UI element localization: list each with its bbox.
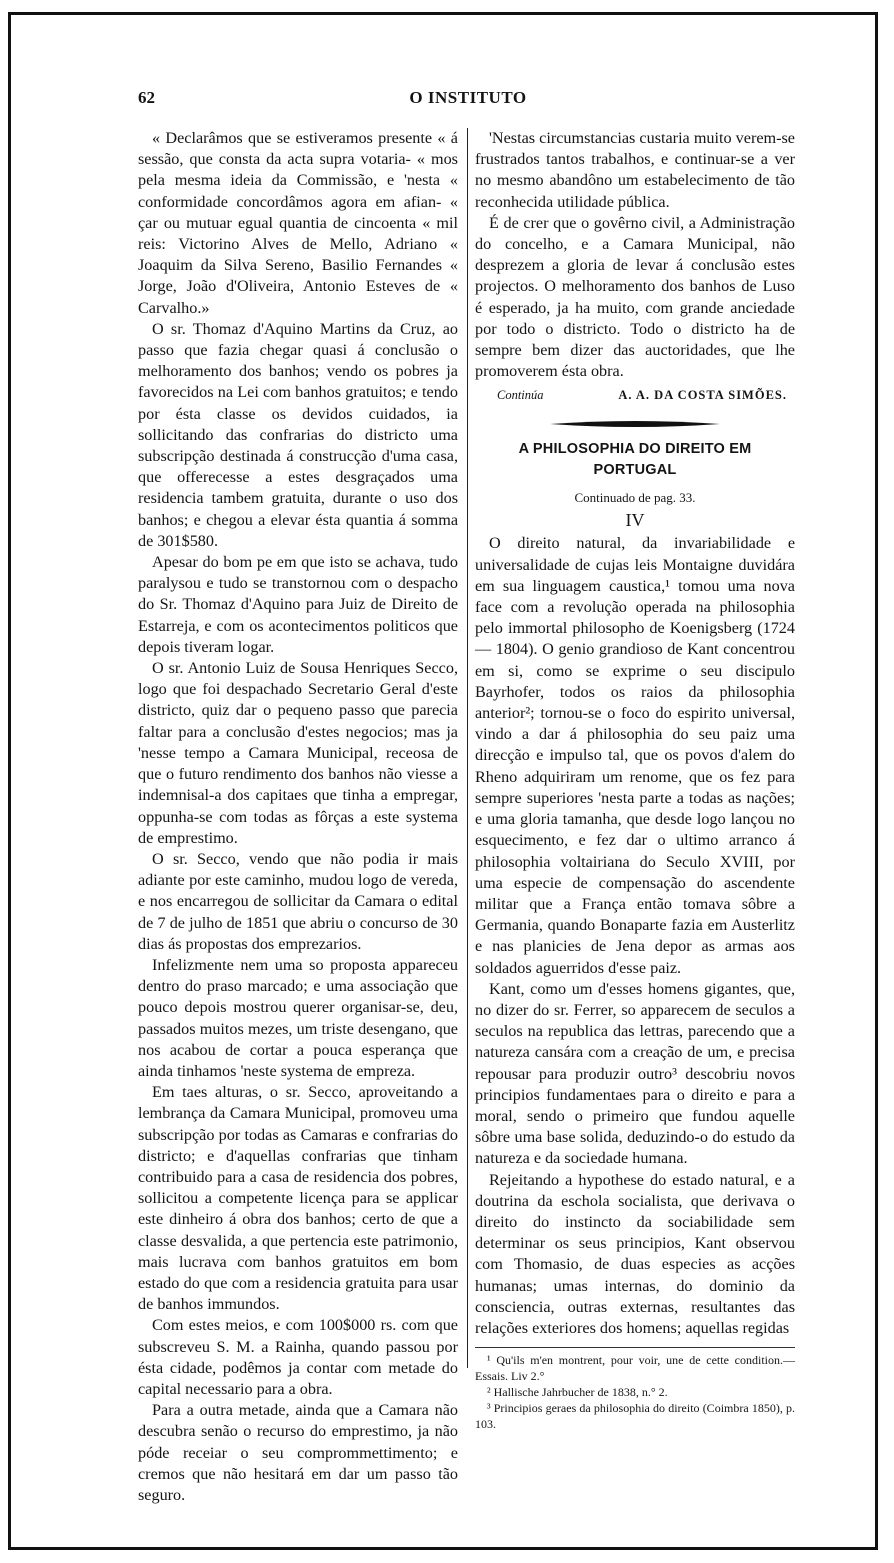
section-title: A PHILOSOPHIA DO DIREITO EM PORTUGAL (518, 440, 752, 478)
chapter-number: IV (625, 510, 645, 531)
page-header (138, 88, 798, 112)
paragraph: É de crer que o govêrno civil, a Administração do concelho, e a Camara Municipal, não desprezem a gloria de levar á conclusão estes projectos. O melhoramento dos banhos de Luso é esperado, ja ha muito, com grande anciedade por todo o districto. Todo o districto ha de sempre bem dizer das auctoridades, que lhe promoverem ésta obra. (475, 213, 795, 381)
paragraph: Com estes meios, e com 100$000 rs. com que subscreveu S. M. a Rainha, quando passou por ésta cidade, podêmos ja contar com metade do capital necessario para a obra. (138, 1316, 458, 1398)
journal-title: O INSTITUTO (409, 88, 527, 107)
paragraph: Rejeitando a hypothese do estado natural, e a doutrina da eschola socialista, que derivava o direito do instincto da sociabilidade sem determinar os seus principios, Kant observou com Thomasio, de duas especies as acções humanas; umas internas, do dominio da consciencia, outras externas, resultantes das relações exteriores dos homens; aquellas regidas (475, 1170, 795, 1337)
footnote: ³ Principios geraes da philosophia do direito (Coimbra 1850), p. 103. (475, 1401, 795, 1432)
paragraph: Em taes alturas, o sr. Secco, aproveitando a lembrança da Camara Municipal, promoveu uma subscripção por todas as Camaras e confrarias do districto; e d'aquellas confrarias que tinham contribuido para a casa de residencia dos pobres, sollicitou a competente licença para se applicar este dinheiro á obra dos banhos; certo de que a classe desvalida, a que pertencia este patrimonio, mais lucrava com banhos gratuitos em bom estado do que com a residencia gratuita para usar de banhos immundos. (138, 1083, 458, 1314)
column-divider (467, 128, 468, 1368)
footnotes (475, 1347, 795, 1432)
footnote: ² Hallische Jahrbucher de 1838, n.° 2. (487, 1385, 668, 1400)
continued-from: Continuado de pag. 33. (574, 490, 696, 506)
left-column (138, 128, 458, 1506)
continued-label: Continúa (497, 388, 544, 403)
paragraph: 'Nestas circumstancias custaria muito verem-se frustrados tantos trabalhos, e continuar-se a ver no mesmo abandôno um estabelecimento de tão reconhecida utilidade pública. (475, 129, 795, 211)
right-column (475, 128, 795, 1432)
paragraph: Kant, como um d'esses homens gigantes, que, no dizer do sr. Ferrer, so apparecem de seculos a seculos na republica das lettras, parecendo que a natureza cansára com a creação de um, e precisa repousar para produzir outro³ descobriu novos principios fundamentaes para o direito e para a moral, sendo o primeiro que fundou aquelle sôbre uma base solida, deduzindo-o do estudo da natureza e da sociedade humana. (475, 979, 795, 1168)
paragraph: O direito natural, da invariabilidade e universalidade de cujas leis Montaigne duvidára em sua linguagem caustica,¹ tomou uma nova face com a revolução operada na philosophia pelo immortal philosopho de Koenigsberg (1724 — 1804). O genio grandioso de Kant concentrou em si, como se exprime o seu discipulo Bayrhofer, todos os raios da philosophia anterior²; tornou-se o foco do espirito universal, vindo a dar á philosophia do seu paiz uma direcção e impulso tal, que os povos d'alem do Rheno adquiriram um renome, que os fez para sempre superiores 'nesta parte a todas as nações; e uma gloria tamanha, que desde logo lançou no esquecimento, e fez dar o ultimo arranco á philosophia voltairiana do Seculo XVIII, por uma especie de compensação do ascendente militar que a França então tomava sôbre a Germania, quando Bonaparte fazia em Austerlitz e nas planicies de Jena depor as armas aos soldados aguerridos d'esse paiz. (475, 534, 795, 977)
page-number: 62 (138, 88, 155, 107)
paragraph: « Declarâmos que se estiveramos presente « á sessão, que consta da acta supra votaria- « mos pela mesma ideia da Commissão, e 'nesta « conformidade concordâmos agora em afian- « çar ou mutuar egual quantia de cincoenta « mil reis: Victorino Alves de Mello, Adriano « Joaquim da Silva Sereno, Basilio Fernandes « Jorge, João d'Oliveira, Antonio Esteves de « Carvalho.» (138, 129, 458, 317)
paragraph: O sr. Secco, vendo que não podia ir mais adiante por este caminho, mudou logo de vereda, e nos encarregou de sollicitar da Camara o edital de 7 de julho de 1851 que abriu o concurso de 30 dias ás propostas dos emprezarios. (138, 849, 458, 953)
paragraph: Infelizmente nem uma so proposta appareceu dentro do praso marcado; e uma associação que pouco depois mostrou querer organisar-se, deu, passados muitos mezes, um triste desengano, que nos acabou de cortar a pouca esperança que ainda tinhamos 'neste systema de empreza. (138, 955, 458, 1080)
paragraph: Para a outra metade, ainda que a Camara não descubra senão o recurso do emprestimo, ja não póde receiar o seu comprommettimento; e cremos que não hesitará em dar um passo tão seguro. (138, 1401, 458, 1504)
article-signature (475, 385, 795, 406)
paragraph: O sr. Antonio Luiz de Sousa Henriques Secco, logo que foi despachado Secretario Geral d'este districto, quiz dar o pequeno passo que parecia faltar para a conclusão d'estes negocios; mas ja 'nesse tempo a Camara Municipal, receosa de que o futuro rendimento dos banhos não viesse a indemnisal-a dos capitaes que tinha a empregar, oppunha-se com todas as fôrças a este systema de emprestimo. (138, 659, 458, 847)
paragraph: O sr. Thomaz d'Aquino Martins da Cruz, ao passo que fazia chegar quasi á conclusão o melhoramento dos banhos; vendo os pobres ja favorecidos na Lei com banhos gratuitos; e tendo por ésta classe os devidos cuidados, ia sollicitando das confrarias do districto uma subscripção destinada á construcção d'uma casa, que offerecesse a estes desgraçados uma residencia tambem gratuita, durante o uso dos banhos; e chegou a elevar ésta quantia á somma de 301$580. (138, 319, 458, 550)
paragraph: Apesar do bom pe em que isto se achava, tudo paralysou e tudo se transtornou com o despacho do Sr. Thomaz d'Aquino para Juiz de Direito de Estarreja, e com os acontecimentos politicos que depois tiveram logar. (138, 553, 458, 656)
footnote: ¹ Qu'ils m'en montrent, pour voir, une de cette condition.—Essais. Liv 2.° (475, 1353, 795, 1384)
section-ornament (550, 419, 720, 429)
author-name: A. A. DA COSTA SIMÕES. (618, 388, 787, 403)
